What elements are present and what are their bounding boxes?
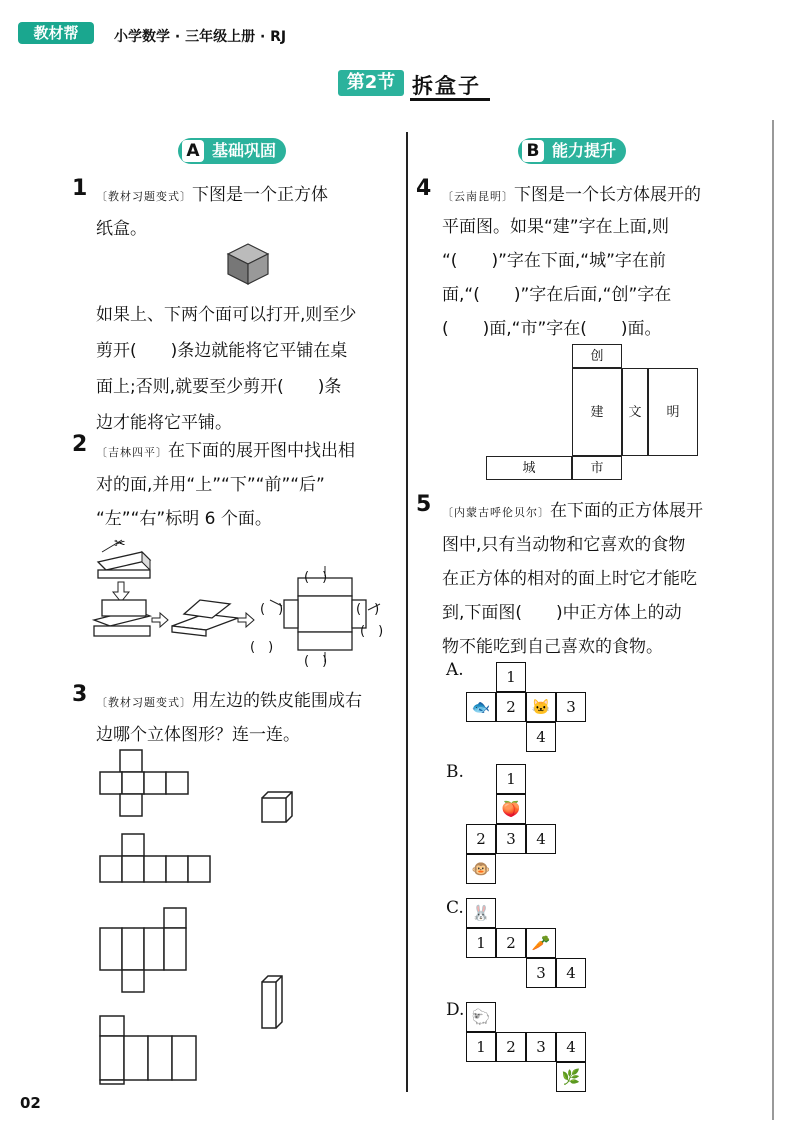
title-underline [410,98,490,101]
q3-number: 3 [72,682,88,707]
opt-c-carrot-face [526,928,556,958]
option-c-label[interactable]: C. [446,898,464,918]
rabbit-icon: 🐰 [471,904,491,922]
q2-blank-left[interactable]: ( ) [260,602,284,617]
opt-d-sheep-face [466,1002,496,1032]
q4-line5: ( )面,“市”字在( )面。 [442,319,662,339]
q1-line6: 边才能将它平铺。 [96,413,232,433]
opt-c-rabbit-face [466,898,496,928]
opt-a-face-3: 3 [556,692,586,722]
q5-line5: 物不能吃到自己喜欢的食物。 [442,637,663,657]
opt-d-grass-face [556,1062,586,1092]
opt-a-fish-face [466,692,496,722]
opt-c-face-2: 2 [496,928,526,958]
q4-line2: 平面图。如果“建”字在上面,则 [442,217,670,237]
badge-letter-a: A [182,140,204,162]
q3-nets-figure [96,746,406,1086]
q5-tag: 〔内蒙古呼伦贝尔〕 [442,506,550,519]
q1-line1: 下图是一个正方体 [192,185,328,205]
q1-line2: 纸盒。 [96,219,147,239]
opt-d-face-2: 2 [496,1032,526,1062]
q2-line2: 对的面,并用“上”“下”“前”“后” [96,475,325,495]
badge-letter-b: B [522,140,544,162]
q1-tag: 〔教材习题变式〕 [96,190,192,203]
q4-number: 4 [416,176,432,201]
q2-blank-top[interactable]: ( ) [304,570,328,585]
q2-blank-bottom[interactable]: ( ) [304,654,328,669]
q4-line3: “( )”字在下面,“城”字在前 [442,251,666,271]
q2-blank-left-low[interactable]: ( ) [250,640,274,655]
q5-line3: 在正方体的相对的面上时它才能吃 [442,569,697,589]
option-a-label[interactable]: A. [446,660,464,680]
face-cheng: 城 [486,456,572,480]
q1-header [96,180,401,205]
q3-line1: 用左边的铁皮能围成右 [192,691,362,711]
opt-b-peach-face [496,794,526,824]
q4-net [486,344,706,480]
face-shi: 市 [572,456,622,480]
q3-line2: 边哪个立体图形？连一连。 [96,725,300,745]
badge-advanced [518,138,626,164]
brand-logo: 教材帮 [18,22,94,44]
q5-number: 5 [416,492,432,517]
q3-header [96,686,362,711]
q5-line4: 到,下面图( )中正方体上的动 [442,603,682,623]
badge-label-advanced: 能力提升 [552,141,617,160]
q4-line1: 下图是一个长方体展开的 [514,185,701,205]
peach-icon: 🍑 [501,800,521,818]
fish-icon: 🐟 [471,698,491,716]
opt-d-face-1: 1 [466,1032,496,1062]
q2-header [96,436,355,461]
carrot-icon: 🥕 [531,934,551,952]
opt-a-face-4: 4 [526,722,556,752]
q2-number: 2 [72,432,88,457]
q5-line1: 在下面的正方体展开 [550,501,703,521]
q2-line1: 在下面的展开图中找出相 [168,441,355,461]
opt-d-face-4: 4 [556,1032,586,1062]
page-edge-line [772,120,774,1120]
sheep-icon: 🐑 [471,1008,491,1026]
badge-basic [178,138,286,164]
face-jian: 建 [572,368,622,456]
svg-text:✂: ✂ [114,536,126,552]
opt-b-face-2: 2 [466,824,496,854]
opt-b-face-1: 1 [496,764,526,794]
column-divider [406,132,408,1092]
opt-c-face-1: 1 [466,928,496,958]
face-chuang: 创 [572,344,622,368]
option-b-label[interactable]: B. [446,762,464,782]
opt-c-face-4: 4 [556,958,586,988]
book-title: 小学数学 · 三年级上册 · RJ [114,29,287,45]
page-number: 02 [20,1094,41,1112]
face-ming: 明 [648,368,698,456]
monkey-icon: 🐵 [471,860,491,878]
q2-tag: 〔吉林四平〕 [96,446,168,459]
q1-number: 1 [72,176,88,201]
opt-b-face-3: 3 [496,824,526,854]
opt-a-face-1: 1 [496,662,526,692]
face-wen: 文 [622,368,648,456]
section-number: 第2节 [338,70,404,96]
q3-tag: 〔教材习题变式〕 [96,696,192,709]
q2-line3: “左”“右”标明 6 个面。 [96,509,272,529]
q5-header [442,496,703,521]
opt-b-face-4: 4 [526,824,556,854]
q4-tag: 〔云南昆明〕 [442,190,514,203]
q4-line4: 面,“( )”字在后面,“创”字在 [442,285,672,305]
opt-a-face-2: 2 [496,692,526,722]
q2-blank-right-low[interactable]: ( ) [360,624,384,639]
q1-line5: 面上;否则,就要至少剪开( )条 [96,377,342,397]
option-d-label[interactable]: D. [446,1000,465,1020]
q1-line4: 剪开( )条边就能将它平铺在桌 [96,341,348,361]
cat-icon: 🐱 [531,698,551,716]
badge-label-basic: 基础巩固 [212,141,277,160]
opt-b-monkey-face [466,854,496,884]
q2-blank-right[interactable]: ( ) [356,602,380,617]
grass-icon: 🌿 [561,1068,581,1086]
section-title: 拆盒子 [412,74,481,98]
q4-header [442,180,701,205]
opt-c-face-3: 3 [526,958,556,988]
opt-a-cat-face [526,692,556,722]
cube-icon [226,242,270,286]
q1-line3: 如果上、下两个面可以打开,则至少 [96,305,357,325]
q5-line2: 图中,只有当动物和它喜欢的食物 [442,535,686,555]
opt-d-face-3: 3 [526,1032,556,1062]
